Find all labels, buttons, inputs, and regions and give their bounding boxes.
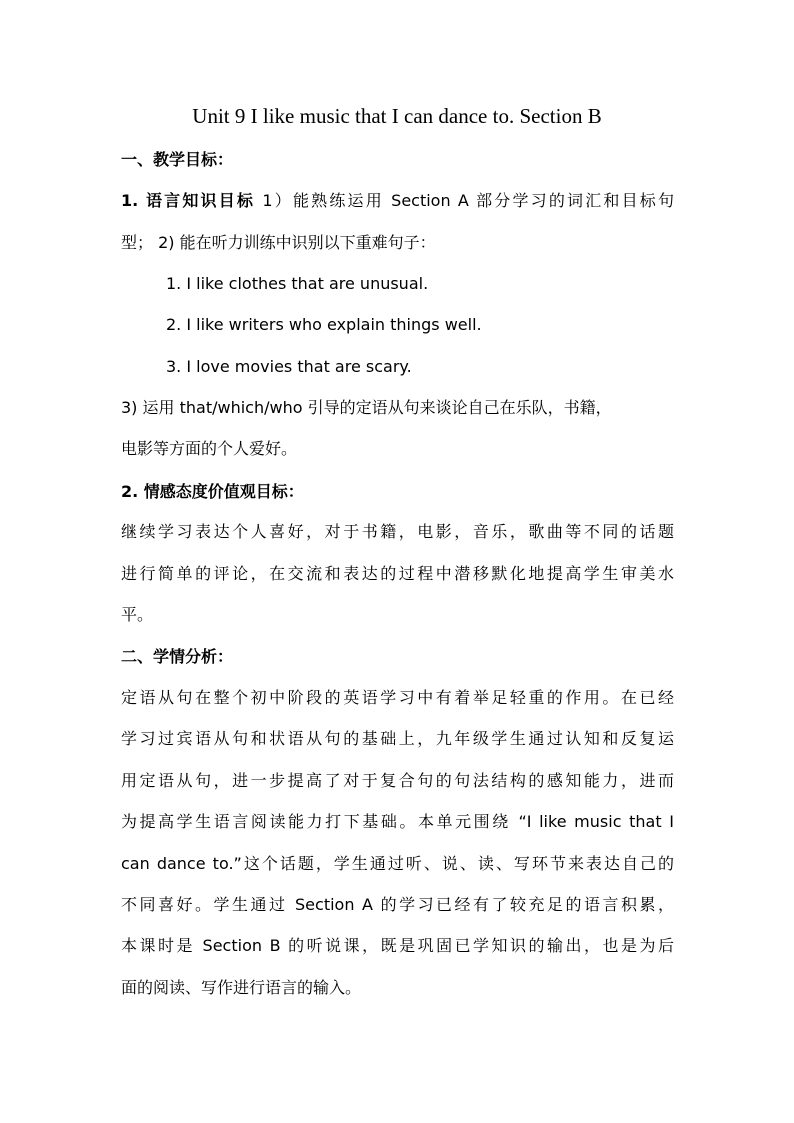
goal2-heading: 2. 情感态度价值观目标： xyxy=(121,482,304,501)
section-heading-teaching-goals: 一、教学目标： xyxy=(121,150,234,169)
key-sentence-2: 2. I like writers who explain things well. xyxy=(166,315,482,334)
goal1-text-line1: 1）能熟练运用 Section A 部分学习的词汇和目标句 xyxy=(262,191,674,210)
key-sentence-1: 1. I like clothes that are unusual. xyxy=(166,274,429,293)
goal1-line2: 型； 2) 能在听力训练中识别以下重难句子： xyxy=(121,233,436,252)
analysis-line: 不同喜好。学生通过 Section A 的学习已经有了较充足的语言积累， xyxy=(121,895,674,914)
goal2-line: 平。 xyxy=(121,605,154,624)
goal2-line: 进行简单的评论，在交流和表达的过程中潜移默化地提高学生审美水 xyxy=(121,564,674,583)
goal1-label: 1. 语言知识目标 xyxy=(121,191,256,210)
item3-line2: 电影等方面的个人爱好。 xyxy=(121,439,298,458)
goal2-line: 继续学习表达个人喜好，对于书籍，电影，音乐，歌曲等不同的话题 xyxy=(121,522,674,541)
key-sentence-3: 3. I love movies that are scary. xyxy=(166,357,412,376)
analysis-line: 为提高学生语言阅读能力打下基础。本单元围绕 “I like music that I xyxy=(121,812,674,831)
analysis-line: 本课时是 Section B 的听说课，既是巩固已学知识的输出，也是为后 xyxy=(121,936,674,955)
item3-line1: 3) 运用 that/which/who 引导的定语从句来谈论自己在乐队，书籍， xyxy=(121,398,612,417)
analysis-line: 用定语从句，进一步提高了对于复合句的句法结构的感知能力，进而 xyxy=(121,771,674,790)
document-title: Unit 9 I like music that I can dance to. Section B xyxy=(192,104,602,128)
section-heading-learner-analysis: 二、学情分析： xyxy=(121,647,234,666)
goal1-line1 xyxy=(121,189,674,213)
analysis-line: 定语从句在整个初中阶段的英语学习中有着举足轻重的作用。在已经 xyxy=(121,688,674,707)
analysis-line: 面的阅读、写作进行语言的输入。 xyxy=(121,978,362,997)
analysis-line: 学习过宾语从句和状语从句的基础上，九年级学生通过认知和反复运 xyxy=(121,729,674,748)
analysis-line: can dance to.”这个话题，学生通过听、说、读、写环节来表达自己的 xyxy=(121,854,674,873)
